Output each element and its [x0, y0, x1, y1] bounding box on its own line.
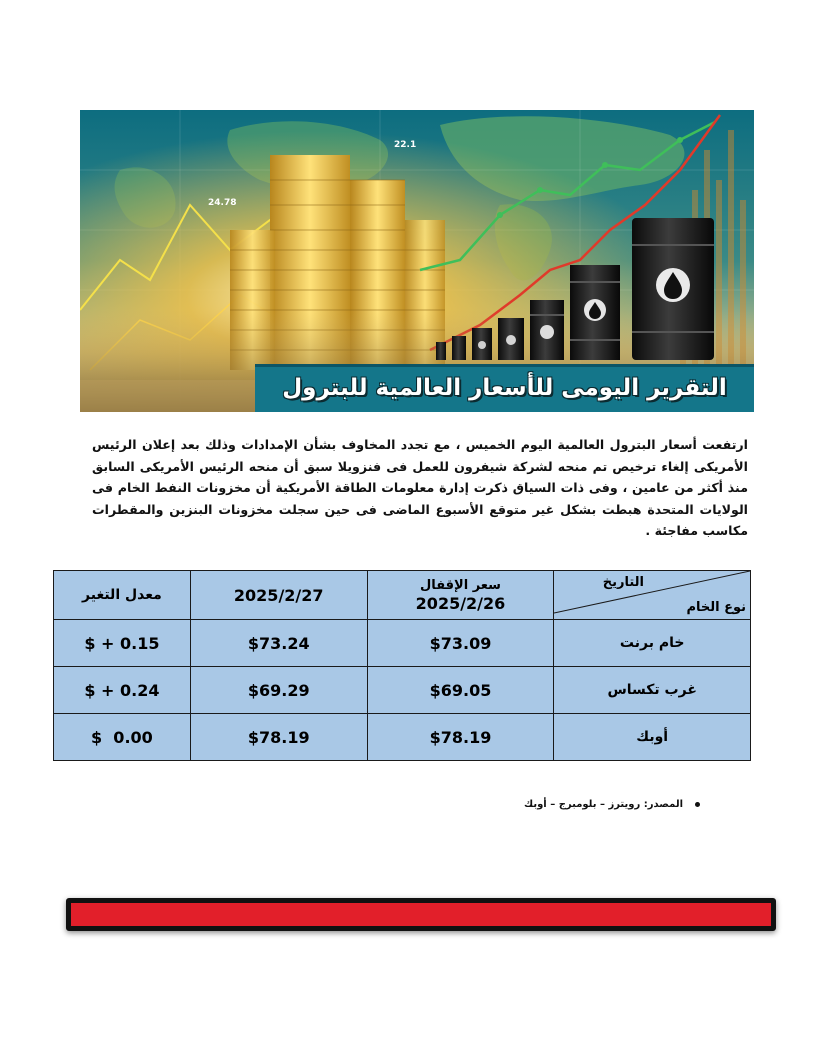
close-price: $73.09 — [367, 620, 554, 667]
table-header-row — [54, 571, 751, 620]
price-change: $ 0.00 — [54, 714, 191, 761]
banner-price-badge-top: 22.1 — [394, 140, 417, 150]
table-row — [54, 620, 751, 667]
today-price: $73.24 — [190, 620, 367, 667]
price-change: $ + 0.15 — [54, 620, 191, 667]
header-date-type-cell — [554, 571, 751, 620]
crude-name: غرب تكساس — [554, 667, 751, 714]
header-date-label: التاريخ — [602, 575, 644, 590]
bullet-icon — [695, 802, 700, 807]
close-price: $69.05 — [367, 667, 554, 714]
banner-image — [80, 110, 754, 412]
oil-price-table — [53, 570, 751, 761]
header-today-date: 2025/2/27 — [190, 571, 367, 620]
header-close-date: 2025/2/26 — [415, 594, 506, 613]
today-price: $78.19 — [190, 714, 367, 761]
intro-paragraph: ارتفعت أسعار البترول العالمية اليوم الخميس ، مع تجدد المخاوف بشأن الإمدادات وذلك بعد إعلان الرئيس الأمريكى إلغاء ترخيص تم منحه لشركة شيفرون للعمل فى فنزويلا سبق أن منحه الرئيس الأمريكى السابق منذ أكثر من عامين ، وفى ذات السياق ذكرت إدارة معلومات الطاقة الأمريكية أن مخزونات النفط الخام فى الولايات المتحدة هبطت بشكل غير متوقع الأسبوع الماضى فى حين سجلت مخزونات البنزين والمقطرات مكاسب مفاجئة . — [92, 437, 748, 538]
banner-title: التقرير اليومى للأسعار العالمية للبترول — [282, 375, 727, 401]
price-change: $ + 0.24 — [54, 667, 191, 714]
close-price: $78.19 — [367, 714, 554, 761]
header-close-cell — [367, 571, 554, 620]
table-row — [54, 714, 751, 761]
source-text: المصدر: رويترز – بلومبرج – أوبك — [524, 799, 683, 810]
crude-name: أوبك — [554, 714, 751, 761]
header-type-label: نوع الخام — [686, 600, 746, 615]
header-close-label: سعر الإقفال — [420, 578, 501, 593]
banner-price-badge: 24.78 — [208, 198, 237, 208]
footer-red-bar — [66, 898, 776, 931]
table-row — [54, 667, 751, 714]
source-note — [500, 799, 700, 810]
crude-name: خام برنت — [554, 620, 751, 667]
header-change-label: معدل التغير — [54, 571, 191, 620]
today-price: $69.29 — [190, 667, 367, 714]
